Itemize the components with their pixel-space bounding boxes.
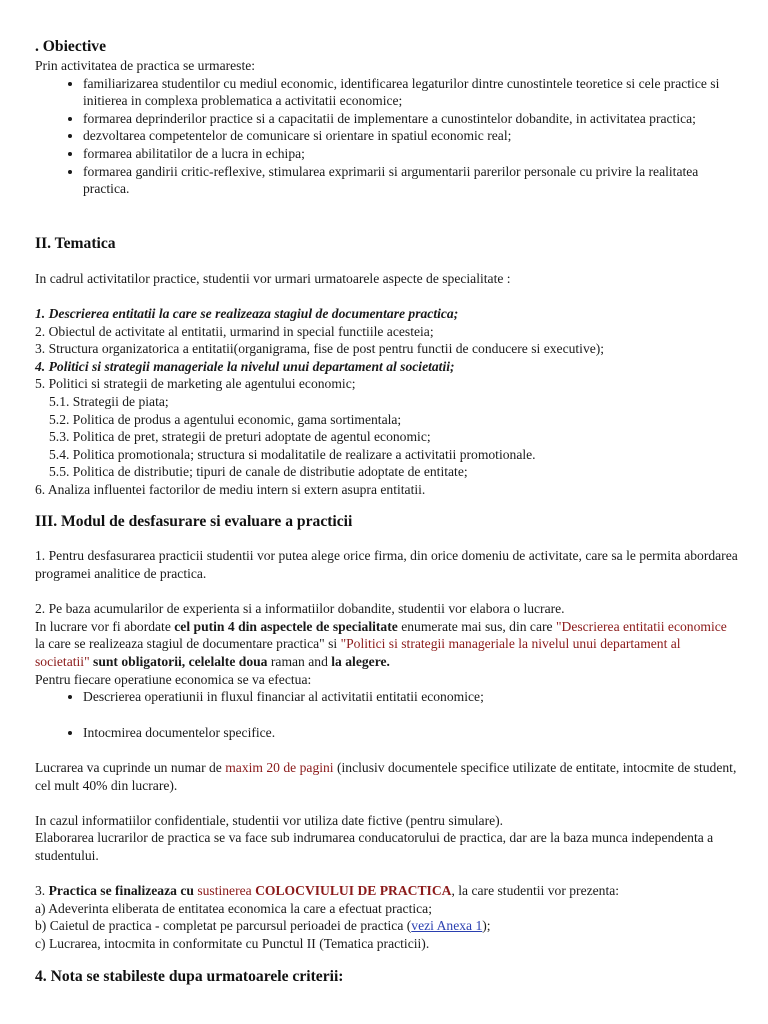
text-run: enumerate mai sus, din care xyxy=(397,618,556,634)
text-run: ); xyxy=(482,918,491,934)
list-item: • formarea abilitatilor de a lucra in echipa; xyxy=(83,145,738,163)
list-item: • familiarizarea studentilor cu mediul economic, identificarea legaturilor dintre cunostintele teoretice si cele practice si initierea in complexa problematica a activitatii economice; xyxy=(83,75,738,110)
text-run: la care se realizeaza stagiul de documentare practica" si xyxy=(35,636,341,652)
modul-paragraph-6 xyxy=(35,882,738,900)
list-item: • formarea deprinderilor practice si a capacitatii de implementare a cunostintelor dobandite, in activitatea practica; xyxy=(83,110,738,128)
section-title-objectives: . Obiective xyxy=(35,38,107,55)
tematica-item-2: 2. Obiectul de activitate al entitatii, urmarind in special functiile acesteia; xyxy=(35,323,434,339)
section-title-nota: 4. Nota se stabileste dupa urmatoarele criterii: xyxy=(35,967,344,985)
text-run: raman and xyxy=(267,654,332,670)
tematica-item-6: 6. Analiza influentei factorilor de mediu intern si extern asupra entitatii. xyxy=(35,481,426,497)
section-title-modul: III. Modul de desfasurare si evaluare a practicii xyxy=(35,513,353,531)
text-run: sunt obligatorii, celelalte doua xyxy=(89,654,268,670)
objectives-list xyxy=(35,75,738,198)
text-run: COLOCVIULUI DE PRACTICA xyxy=(255,883,452,899)
tematica-item-5: 5. Politici si strategii de marketing ale agentului economic; xyxy=(35,376,356,392)
list-item: • dezvoltarea competentelor de comunicare si orientare in spatiul economic real; xyxy=(83,127,738,145)
modul-paragraph-2b xyxy=(35,618,738,671)
list-item: • Intocmirea documentelor specifice. xyxy=(83,724,738,742)
text-run: b) Caietul de practica - completat pe parcursul perioadei de practica ( xyxy=(35,918,412,934)
annex-1-link[interactable]: vezi Anexa 1 xyxy=(411,918,483,934)
text-run: Practica se finalizeaza cu xyxy=(48,883,198,899)
modul-paragraph-2c: Pentru fiecare operatiune economica se va efectua: xyxy=(35,671,312,687)
text-run: , la care studentii vor prezenta: xyxy=(451,883,620,899)
text-run: cel putin 4 din aspectele de specialitate xyxy=(174,618,398,634)
requirement-a: a) Adeverinta eliberata de entitatea economica la care a efectuat practica; xyxy=(35,900,432,916)
modul-paragraph-1: 1. Pentru desfasurarea practicii studentii vor putea alege orice firma, din orice domeniu de activitate, care sa le permita abordarea programei analitice de practica. xyxy=(35,548,738,582)
text-run: In lucrare vor fi abordate xyxy=(35,618,175,634)
text-run: "Descrierea entitatii economice xyxy=(555,618,727,634)
modul-paragraph-4: In cazul informatiilor confidentiale, studentii vor utiliza date fictive (pentru simulare). xyxy=(35,812,504,828)
tematica-item-4: 4. Politici si strategii manageriale la nivelul unui departament al societatii; xyxy=(35,358,455,374)
objectives-intro: Prin activitatea de practica se urmareste: xyxy=(35,58,256,73)
tematica-subitem: 5.2. Politica de produs a agentului economic, gama sortimentala; xyxy=(49,411,402,427)
text-run: sustinerea xyxy=(197,883,256,899)
modul-paragraph-3 xyxy=(35,759,738,794)
tematica-subitem: 5.4. Politica promotionala; structura si modalitatile de realizare a activitatii promotionale. xyxy=(49,446,536,462)
section-title-tematica: II. Tematica xyxy=(35,234,116,252)
tematica-item-1: 1. Descrierea entitatii la care se realizeaza stagiul de documentare practica; xyxy=(35,305,459,321)
text-run: la alegere. xyxy=(331,654,390,670)
list-item: • Descrierea operatiunii in fluxul financiar al activitatii entitatii economice; xyxy=(83,688,738,706)
list-item: • formarea gandirii critic-reflexive, stimularea exprimarii si argumentarii parerilor personale cu privire la realitatea practica. xyxy=(83,163,738,198)
operations-list xyxy=(35,688,738,741)
modul-paragraph-2: 2. Pe baza acumularilor de experienta si a informatiilor dobandite, studentii vor elabora o lucrare. xyxy=(35,601,565,617)
tematica-item-3: 3. Structura organizatorica a entitatii(organigrama, fise de post pentru functii de conducere si executive); xyxy=(35,341,605,357)
modul-paragraph-5: Elaborarea lucrarilor de practica se va face sub indrumarea conducatorului de practica, dar are la baza munca independenta a studentului. xyxy=(35,830,714,863)
text-run: Lucrarea va cuprinde un numar de xyxy=(35,760,226,775)
requirement-b xyxy=(35,917,738,935)
tematica-subitem: 5.3. Politica de pret, strategii de preturi adoptate de agentul economic; xyxy=(49,429,431,445)
text-run: (inclusiv documentele specifice utilizate de entitate, intocmite de student, cel mult 40% din lucrare). xyxy=(35,760,737,793)
text-run: "Politici si strategii manageriale la nivelul unui departament al societatii" xyxy=(35,636,681,670)
tematica-intro: In cadrul activitatilor practice, studentii vor urmari urmatoarele aspecte de specialitate : xyxy=(35,270,511,286)
text-run: 3. xyxy=(35,883,49,899)
text-run: maxim 20 de pagini xyxy=(225,760,334,775)
requirement-c: c) Lucrarea, intocmita in conformitate cu Punctul II (Tematica practicii). xyxy=(35,935,430,951)
tematica-subitem: 5.5. Politica de distributie; tipuri de canale de distributie adoptate de entitate; xyxy=(49,464,468,480)
tematica-subitem: 5.1. Strategii de piata; xyxy=(49,393,169,409)
